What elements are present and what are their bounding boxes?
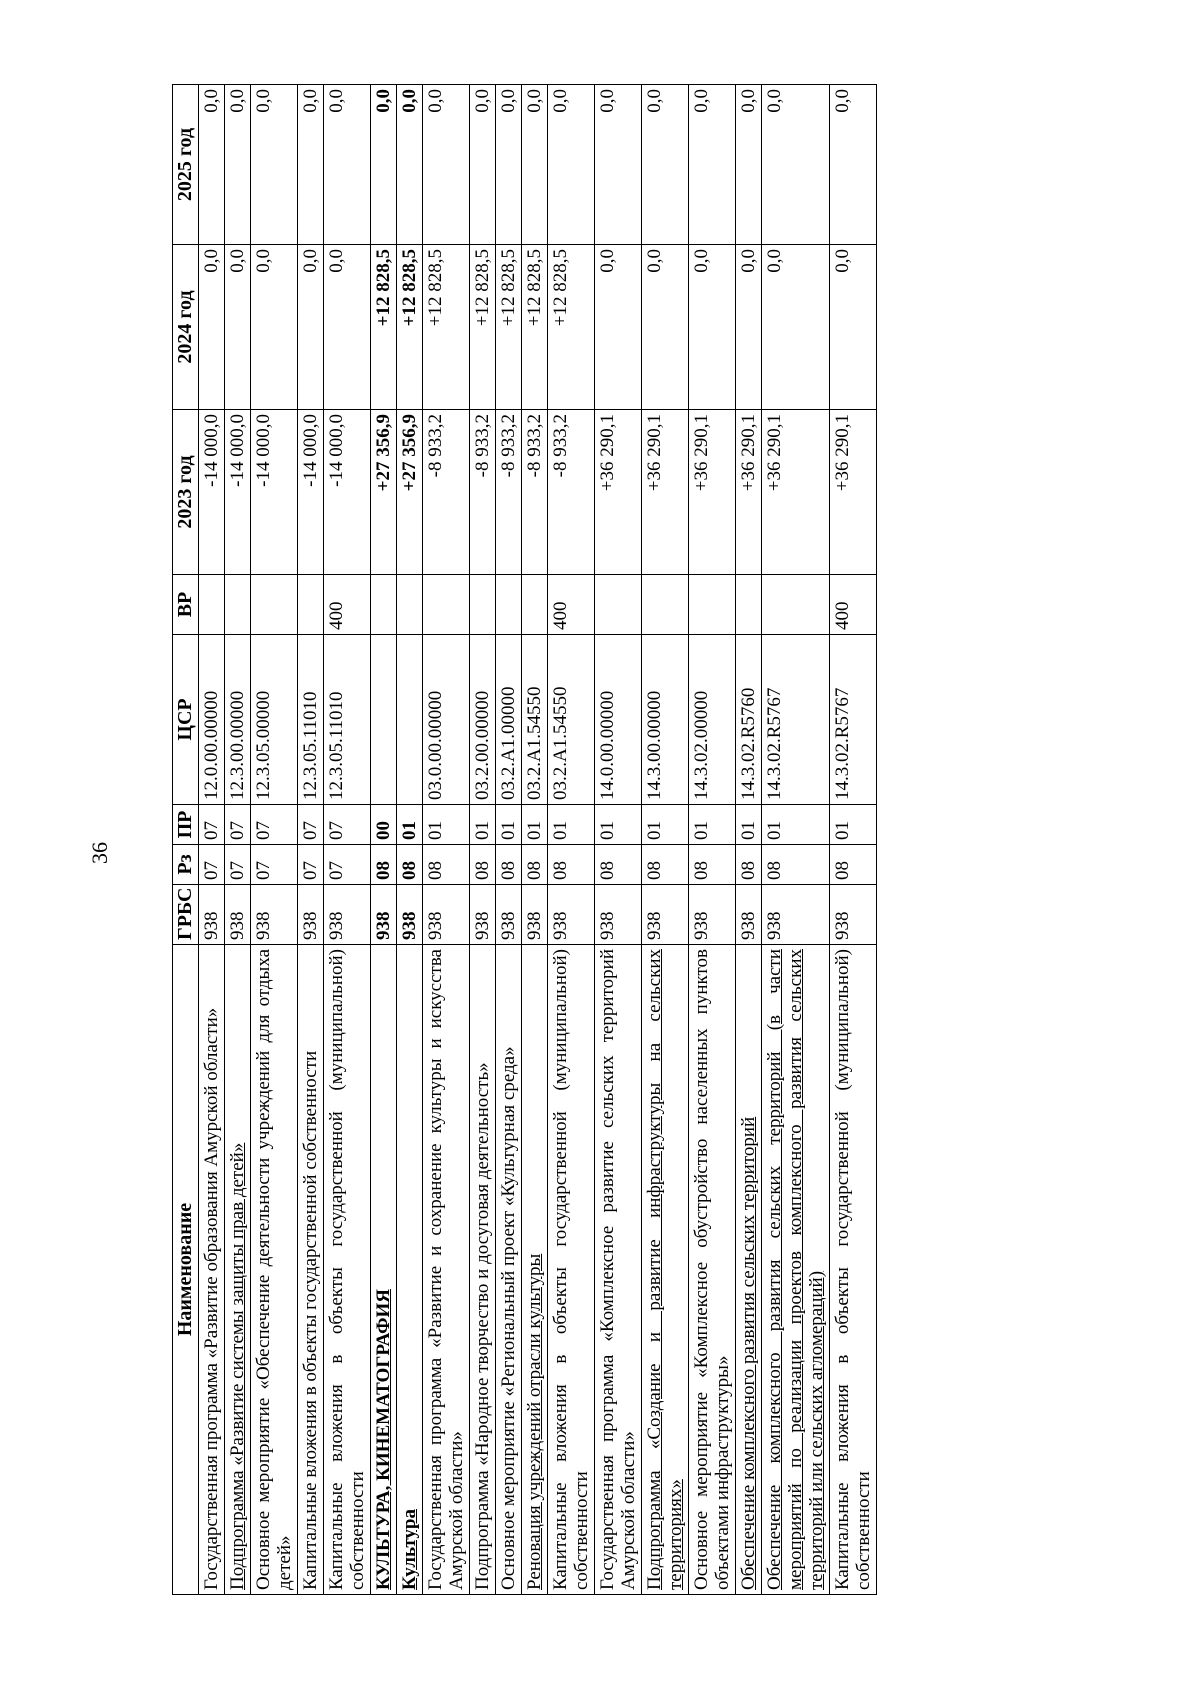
row-rz: 08: [830, 845, 877, 885]
table-row: [470, 85, 496, 1595]
row-csr: 03.2.А1.54550: [522, 635, 548, 805]
row-vr: [423, 575, 470, 635]
row-csr: 14.3.02.00000: [689, 635, 736, 805]
row-2025: 0,0: [642, 85, 689, 245]
table-row: [423, 85, 470, 1595]
row-rz: 07: [199, 845, 225, 885]
row-rz: 07: [225, 845, 251, 885]
row-csr: 14.3.02.R5767: [762, 635, 830, 805]
row-grbs: 938: [642, 885, 689, 945]
page-number: 36: [87, 842, 112, 864]
row-2023: -14 000,0: [199, 410, 225, 575]
row-2024: +12 828,5: [423, 245, 470, 410]
row-vr: [736, 575, 762, 635]
row-2025: 0,0: [830, 85, 877, 245]
row-2023: +27 356,9: [397, 410, 423, 575]
row-csr: 03.2.А1.00000: [496, 635, 522, 805]
row-vr: [762, 575, 830, 635]
table-row: [522, 85, 548, 1595]
row-vr: 400: [830, 575, 877, 635]
row-2024: 0,0: [324, 245, 371, 410]
row-csr: 14.3.00.00000: [642, 635, 689, 805]
header-name: Наименование: [173, 945, 199, 1595]
row-vr: [595, 575, 642, 635]
row-pr: 07: [298, 805, 324, 845]
row-name: Подпрограмма «Народное творчество и досуговая деятельность»: [470, 945, 496, 1595]
row-rz: 08: [689, 845, 736, 885]
row-2024: 0,0: [225, 245, 251, 410]
row-2023: +36 290,1: [736, 410, 762, 575]
row-pr: 01: [548, 805, 595, 845]
row-2024: +12 828,5: [496, 245, 522, 410]
row-2025: 0,0: [225, 85, 251, 245]
table-row: [830, 85, 877, 1595]
row-2023: -14 000,0: [251, 410, 298, 575]
row-csr: 12.3.00.00000: [225, 635, 251, 805]
row-pr: 01: [470, 805, 496, 845]
row-grbs: 938: [689, 885, 736, 945]
row-csr: 14.3.02.R5767: [830, 635, 877, 805]
row-2023: -14 000,0: [324, 410, 371, 575]
row-2023: -8 933,2: [423, 410, 470, 575]
row-2023: +36 290,1: [830, 410, 877, 575]
row-2025: 0,0: [496, 85, 522, 245]
row-vr: [642, 575, 689, 635]
row-2025: 0,0: [199, 85, 225, 245]
budget-table: [172, 84, 877, 1595]
row-vr: [371, 575, 397, 635]
row-grbs: 938: [423, 885, 470, 945]
row-name: Государственная программа «Развитие образования Амурской области»: [199, 945, 225, 1595]
row-csr: 03.0.00.00000: [423, 635, 470, 805]
row-2024: 0,0: [736, 245, 762, 410]
row-pr: 07: [199, 805, 225, 845]
row-2025: 0,0: [371, 85, 397, 245]
row-rz: 07: [298, 845, 324, 885]
row-2023: -8 933,2: [522, 410, 548, 575]
row-vr: [225, 575, 251, 635]
row-pr: 01: [762, 805, 830, 845]
row-name: Подпрограмма «Развитие системы защиты прав детей»: [225, 945, 251, 1595]
row-pr: 01: [496, 805, 522, 845]
row-csr: 12.0.00.00000: [199, 635, 225, 805]
rotated-table-wrapper: [172, 85, 1172, 1595]
row-pr: 01: [423, 805, 470, 845]
row-pr: 07: [324, 805, 371, 845]
row-vr: [251, 575, 298, 635]
row-rz: 08: [371, 845, 397, 885]
row-csr: 12.3.05.11010: [298, 635, 324, 805]
header-2023: 2023 год: [173, 410, 199, 575]
row-grbs: 938: [595, 885, 642, 945]
row-csr: [371, 635, 397, 805]
row-rz: 07: [324, 845, 371, 885]
row-2025: 0,0: [522, 85, 548, 245]
row-grbs: 938: [762, 885, 830, 945]
row-2024: +12 828,5: [371, 245, 397, 410]
row-rz: 08: [397, 845, 423, 885]
row-2025: 0,0: [251, 85, 298, 245]
row-2024: +12 828,5: [548, 245, 595, 410]
row-2023: -14 000,0: [298, 410, 324, 575]
table-row: [642, 85, 689, 1595]
row-2024: +12 828,5: [470, 245, 496, 410]
row-2023: +36 290,1: [642, 410, 689, 575]
table-row: [762, 85, 830, 1595]
row-2023: +36 290,1: [595, 410, 642, 575]
row-pr: 01: [522, 805, 548, 845]
row-name: Обеспечение комплексного развития сельских территорий: [736, 945, 762, 1595]
row-2025: 0,0: [324, 85, 371, 245]
table-header-row: [173, 85, 199, 1595]
row-pr: 00: [371, 805, 397, 845]
row-2025: 0,0: [762, 85, 830, 245]
row-name: Капитальные вложения в объекты государственной собственности: [298, 945, 324, 1595]
row-2023: -14 000,0: [225, 410, 251, 575]
row-rz: 07: [251, 845, 298, 885]
row-vr: [199, 575, 225, 635]
row-grbs: 938: [251, 885, 298, 945]
row-name: Капитальные вложения в объекты государственной (муниципальной) собственности: [548, 945, 595, 1595]
row-csr: 12.3.05.11010: [324, 635, 371, 805]
row-2025: 0,0: [397, 85, 423, 245]
row-pr: 01: [595, 805, 642, 845]
row-name: Основное мероприятие «Обеспечение деятельности учреждений для отдыха детей»: [251, 945, 298, 1595]
row-rz: 08: [470, 845, 496, 885]
table-row: [689, 85, 736, 1595]
row-2025: 0,0: [548, 85, 595, 245]
row-2024: 0,0: [689, 245, 736, 410]
row-vr: [689, 575, 736, 635]
table-row: [371, 85, 397, 1595]
header-rz: Рз: [173, 845, 199, 885]
row-grbs: 938: [199, 885, 225, 945]
row-pr: 01: [397, 805, 423, 845]
table-row: [324, 85, 371, 1595]
row-name: Подпрограмма «Создание и развитие инфраструктуры на сельских территориях»: [642, 945, 689, 1595]
row-pr: 01: [642, 805, 689, 845]
row-2025: 0,0: [423, 85, 470, 245]
row-csr: 12.3.05.00000: [251, 635, 298, 805]
row-grbs: 938: [324, 885, 371, 945]
row-grbs: 938: [371, 885, 397, 945]
table-row: [199, 85, 225, 1595]
table-row: [397, 85, 423, 1595]
row-name: Капитальные вложения в объекты государственной (муниципальной) собственности: [324, 945, 371, 1595]
row-2024: 0,0: [199, 245, 225, 410]
row-2024: +12 828,5: [522, 245, 548, 410]
row-vr: [397, 575, 423, 635]
row-2025: 0,0: [689, 85, 736, 245]
row-2023: +36 290,1: [689, 410, 736, 575]
row-csr: 14.3.02.R5760: [736, 635, 762, 805]
row-name: Государственная программа «Развитие и сохранение культуры и искусства Амурской области»: [423, 945, 470, 1595]
row-rz: 08: [496, 845, 522, 885]
row-pr: 01: [689, 805, 736, 845]
row-vr: [470, 575, 496, 635]
row-name: Государственная программа «Комплексное развитие сельских территорий Амурской области»: [595, 945, 642, 1595]
row-rz: 08: [736, 845, 762, 885]
row-2023: -8 933,2: [470, 410, 496, 575]
table-row: [298, 85, 324, 1595]
row-grbs: 938: [397, 885, 423, 945]
row-rz: 08: [423, 845, 470, 885]
row-name: КУЛЬТУРА, КИНЕМАТОГРАФИЯ: [371, 945, 397, 1595]
row-csr: [397, 635, 423, 805]
table-row: [595, 85, 642, 1595]
header-vr: ВР: [173, 575, 199, 635]
row-name: Обеспечение комплексного развития сельских территорий (в части мероприятий по реализации проектов комплексного развития сельских территорий или сельских агломераций): [762, 945, 830, 1595]
row-2025: 0,0: [470, 85, 496, 245]
row-grbs: 938: [298, 885, 324, 945]
row-2023: +36 290,1: [762, 410, 830, 575]
header-pr: ПР: [173, 805, 199, 845]
row-2025: 0,0: [595, 85, 642, 245]
row-csr: 14.0.00.00000: [595, 635, 642, 805]
row-2024: 0,0: [298, 245, 324, 410]
row-grbs: 938: [736, 885, 762, 945]
row-rz: 08: [762, 845, 830, 885]
row-2024: 0,0: [762, 245, 830, 410]
row-pr: 01: [830, 805, 877, 845]
row-grbs: 938: [225, 885, 251, 945]
table-row: [736, 85, 762, 1595]
row-2024: 0,0: [595, 245, 642, 410]
row-name: Культура: [397, 945, 423, 1595]
row-pr: 07: [225, 805, 251, 845]
row-grbs: 938: [470, 885, 496, 945]
row-2024: 0,0: [830, 245, 877, 410]
row-grbs: 938: [522, 885, 548, 945]
row-name: Основное мероприятие «Комплексное обустройство населенных пунктов объектами инфраструктуры»: [689, 945, 736, 1595]
row-vr: [298, 575, 324, 635]
header-2024: 2024 год: [173, 245, 199, 410]
row-name: Основное мероприятие «Региональный проект «Культурная среда»: [496, 945, 522, 1595]
row-vr: 400: [324, 575, 371, 635]
row-2023: +27 356,9: [371, 410, 397, 575]
table-row: [548, 85, 595, 1595]
header-csr: ЦСР: [173, 635, 199, 805]
table-row: [225, 85, 251, 1595]
row-pr: 01: [736, 805, 762, 845]
row-name: Реновация учреждений отрасли культуры: [522, 945, 548, 1595]
row-grbs: 938: [496, 885, 522, 945]
row-rz: 08: [522, 845, 548, 885]
row-vr: [496, 575, 522, 635]
row-csr: 03.2.А1.54550: [548, 635, 595, 805]
row-grbs: 938: [548, 885, 595, 945]
row-pr: 07: [251, 805, 298, 845]
row-2024: +12 828,5: [397, 245, 423, 410]
row-rz: 08: [548, 845, 595, 885]
row-rz: 08: [642, 845, 689, 885]
header-2025: 2025 год: [173, 85, 199, 245]
row-2025: 0,0: [298, 85, 324, 245]
row-csr: 03.2.00.00000: [470, 635, 496, 805]
row-2025: 0,0: [736, 85, 762, 245]
row-2024: 0,0: [642, 245, 689, 410]
row-name: Капитальные вложения в объекты государственной (муниципальной) собственности: [830, 945, 877, 1595]
table-row: [251, 85, 298, 1595]
row-grbs: 938: [830, 885, 877, 945]
header-grbs: ГРБС: [173, 885, 199, 945]
table-row: [496, 85, 522, 1595]
row-vr: 400: [548, 575, 595, 635]
row-2023: -8 933,2: [496, 410, 522, 575]
row-2023: -8 933,2: [548, 410, 595, 575]
row-rz: 08: [595, 845, 642, 885]
row-2024: 0,0: [251, 245, 298, 410]
row-vr: [522, 575, 548, 635]
